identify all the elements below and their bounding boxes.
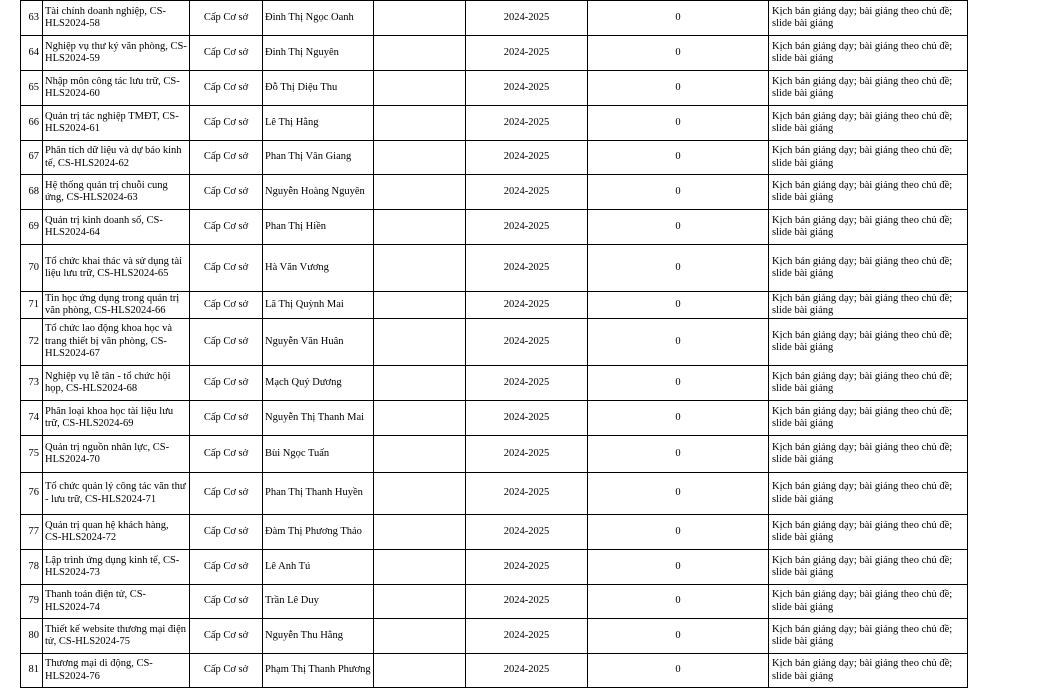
year-cell: 2024-2025 [466,292,588,319]
author-cell: Phạm Thị Thanh Phương [263,654,374,688]
row-number: 64 [21,36,43,71]
row-number: 65 [21,71,43,106]
table-row [21,1,968,36]
row-number: 73 [21,366,43,401]
table-row [21,473,968,515]
topic-name: Quản trị tác nghiệp TMĐT, CS-HLS2024-61 [43,106,190,141]
table-row [21,401,968,436]
note-cell: Kịch bản giảng dạy; bài giảng theo chủ đề; slide bài giảng [769,436,968,473]
author-cell: Phan Thị Thanh Huyền [263,473,374,515]
topic-name: Thanh toán điện tử, CS-HLS2024-74 [43,585,190,619]
author-cell: Bùi Ngọc Tuấn [263,436,374,473]
author-cell: Phan Thị Hiền [263,210,374,245]
year-cell: 2024-2025 [466,550,588,585]
empty-cell [374,401,466,436]
author-cell: Lê Thị Hằng [263,106,374,141]
row-number: 69 [21,210,43,245]
year-cell: 2024-2025 [466,366,588,401]
author-cell: Mạch Quý Dương [263,366,374,401]
topic-name: Quản trị kinh doanh số, CS-HLS2024-64 [43,210,190,245]
topic-name: Quản trị quan hệ khách hàng, CS-HLS2024-72 [43,515,190,550]
row-number: 68 [21,175,43,210]
topic-name: Thiết kế website thương mại điện tử, CS-HLS2024-75 [43,619,190,654]
value-cell: 0 [588,1,769,36]
table-row [21,210,968,245]
row-number: 76 [21,473,43,515]
note-cell: Kịch bản giảng dạy; bài giảng theo chủ đề; slide bài giảng [769,654,968,688]
empty-cell [374,106,466,141]
row-number: 67 [21,141,43,175]
author-cell: Nguyễn Thu Hằng [263,619,374,654]
table-row [21,436,968,473]
value-cell: 0 [588,319,769,366]
table-row [21,654,968,688]
empty-cell [374,619,466,654]
topic-name: Phân loại khoa học tài liệu lưu trữ, CS-HLS2024-69 [43,401,190,436]
row-number: 70 [21,245,43,292]
note-cell: Kịch bản giảng dạy; bài giảng theo chủ đề; slide bài giảng [769,71,968,106]
level-cell: Cấp Cơ sở [190,141,263,175]
empty-cell [374,245,466,292]
row-number: 81 [21,654,43,688]
value-cell: 0 [588,550,769,585]
table-body [21,1,968,688]
empty-cell [374,1,466,36]
row-number: 66 [21,106,43,141]
row-number: 72 [21,319,43,366]
year-cell: 2024-2025 [466,36,588,71]
value-cell: 0 [588,585,769,619]
level-cell: Cấp Cơ sở [190,436,263,473]
table-row [21,515,968,550]
note-cell: Kịch bản giảng dạy; bài giảng theo chủ đề; slide bài giảng [769,175,968,210]
value-cell: 0 [588,654,769,688]
level-cell: Cấp Cơ sở [190,473,263,515]
table-row [21,619,968,654]
table-row [21,106,968,141]
empty-cell [374,654,466,688]
topic-name: Nghiệp vụ lễ tân - tổ chức hội họp, CS-HLS2024-68 [43,366,190,401]
empty-cell [374,436,466,473]
empty-cell [374,175,466,210]
row-number: 63 [21,1,43,36]
note-cell: Kịch bản giảng dạy; bài giảng theo chủ đề; slide bài giảng [769,1,968,36]
empty-cell [374,141,466,175]
row-number: 77 [21,515,43,550]
year-cell: 2024-2025 [466,401,588,436]
author-cell: Hà Văn Vương [263,245,374,292]
note-cell: Kịch bản giảng dạy; bài giảng theo chủ đề; slide bài giảng [769,245,968,292]
author-cell: Đinh Thị Nguyên [263,36,374,71]
empty-cell [374,36,466,71]
empty-cell [374,550,466,585]
level-cell: Cấp Cơ sở [190,292,263,319]
value-cell: 0 [588,141,769,175]
author-cell: Nguyễn Văn Huân [263,319,374,366]
level-cell: Cấp Cơ sở [190,319,263,366]
topic-name: Tài chính doanh nghiệp, CS-HLS2024-58 [43,1,190,36]
empty-cell [374,515,466,550]
value-cell: 0 [588,292,769,319]
table-row [21,550,968,585]
year-cell: 2024-2025 [466,1,588,36]
value-cell: 0 [588,473,769,515]
value-cell: 0 [588,175,769,210]
table-row [21,292,968,319]
note-cell: Kịch bản giảng dạy; bài giảng theo chủ đề; slide bài giảng [769,36,968,71]
level-cell: Cấp Cơ sở [190,210,263,245]
table-row [21,36,968,71]
value-cell: 0 [588,619,769,654]
table-row [21,585,968,619]
level-cell: Cấp Cơ sở [190,36,263,71]
row-number: 71 [21,292,43,319]
row-number: 74 [21,401,43,436]
value-cell: 0 [588,106,769,141]
author-cell: Nguyễn Hoàng Nguyên [263,175,374,210]
author-cell: Phan Thị Vân Giang [263,141,374,175]
year-cell: 2024-2025 [466,585,588,619]
level-cell: Cấp Cơ sở [190,550,263,585]
note-cell: Kịch bản giảng dạy; bài giảng theo chủ đề; slide bài giảng [769,515,968,550]
note-cell: Kịch bản giảng dạy; bài giảng theo chủ đề; slide bài giảng [769,401,968,436]
year-cell: 2024-2025 [466,436,588,473]
year-cell: 2024-2025 [466,473,588,515]
year-cell: 2024-2025 [466,175,588,210]
empty-cell [374,71,466,106]
note-cell: Kịch bản giảng dạy; bài giảng theo chủ đề; slide bài giảng [769,106,968,141]
note-cell: Kịch bản giảng dạy; bài giảng theo chủ đề; slide bài giảng [769,550,968,585]
author-cell: Đinh Thị Ngọc Oanh [263,1,374,36]
author-cell: Đàm Thị Phương Thảo [263,515,374,550]
note-cell: Kịch bản giảng dạy; bài giảng theo chủ đề; slide bài giảng [769,210,968,245]
year-cell: 2024-2025 [466,141,588,175]
year-cell: 2024-2025 [466,71,588,106]
note-cell: Kịch bản giảng dạy; bài giảng theo chủ đề; slide bài giảng [769,366,968,401]
topic-name: Tổ chức lao động khoa học và trang thiết bị văn phòng, CS-HLS2024-67 [43,319,190,366]
row-number: 80 [21,619,43,654]
note-cell: Kịch bản giảng dạy; bài giảng theo chủ đề; slide bài giảng [769,141,968,175]
year-cell: 2024-2025 [466,654,588,688]
topic-name: Thương mại di động, CS-HLS2024-76 [43,654,190,688]
note-cell: Kịch bản giảng dạy; bài giảng theo chủ đề; slide bài giảng [769,319,968,366]
empty-cell [374,319,466,366]
topic-name: Tổ chức khai thác và sử dụng tài liệu lưu trữ, CS-HLS2024-65 [43,245,190,292]
level-cell: Cấp Cơ sở [190,515,263,550]
value-cell: 0 [588,436,769,473]
row-number: 75 [21,436,43,473]
topic-name: Nhập môn công tác lưu trữ, CS-HLS2024-60 [43,71,190,106]
value-cell: 0 [588,401,769,436]
level-cell: Cấp Cơ sở [190,106,263,141]
author-cell: Đỗ Thị Diệu Thu [263,71,374,106]
level-cell: Cấp Cơ sở [190,245,263,292]
empty-cell [374,292,466,319]
table-row [21,141,968,175]
project-table [20,0,968,688]
table-row [21,245,968,292]
value-cell: 0 [588,71,769,106]
empty-cell [374,210,466,245]
year-cell: 2024-2025 [466,515,588,550]
year-cell: 2024-2025 [466,106,588,141]
note-cell: Kịch bản giảng dạy; bài giảng theo chủ đề; slide bài giảng [769,473,968,515]
note-cell: Kịch bản giảng dạy; bài giảng theo chủ đề; slide bài giảng [769,585,968,619]
value-cell: 0 [588,36,769,71]
level-cell: Cấp Cơ sở [190,175,263,210]
empty-cell [374,473,466,515]
level-cell: Cấp Cơ sở [190,401,263,436]
table-row [21,319,968,366]
level-cell: Cấp Cơ sở [190,585,263,619]
row-number: 78 [21,550,43,585]
level-cell: Cấp Cơ sở [190,619,263,654]
topic-name: Phân tích dữ liệu và dự báo kinh tế, CS-HLS2024-62 [43,141,190,175]
level-cell: Cấp Cơ sở [190,71,263,106]
topic-name: Nghiệp vụ thư ký văn phòng, CS-HLS2024-59 [43,36,190,71]
author-cell: Lã Thị Quỳnh Mai [263,292,374,319]
level-cell: Cấp Cơ sở [190,366,263,401]
author-cell: Lê Anh Tú [263,550,374,585]
year-cell: 2024-2025 [466,245,588,292]
table-row [21,366,968,401]
topic-name: Lập trình ứng dụng kinh tế, CS-HLS2024-73 [43,550,190,585]
row-number: 79 [21,585,43,619]
table-row [21,175,968,210]
note-cell: Kịch bản giảng dạy; bài giảng theo chủ đề; slide bài giảng [769,619,968,654]
topic-name: Hệ thống quản trị chuỗi cung ứng, CS-HLS2024-63 [43,175,190,210]
table-row [21,71,968,106]
topic-name: Tổ chức quản lý công tác văn thư - lưu trữ, CS-HLS2024-71 [43,473,190,515]
level-cell: Cấp Cơ sở [190,1,263,36]
value-cell: 0 [588,515,769,550]
year-cell: 2024-2025 [466,210,588,245]
empty-cell [374,366,466,401]
value-cell: 0 [588,245,769,292]
level-cell: Cấp Cơ sở [190,654,263,688]
topic-name: Quản trị nguồn nhân lực, CS-HLS2024-70 [43,436,190,473]
value-cell: 0 [588,366,769,401]
author-cell: Trần Lê Duy [263,585,374,619]
empty-cell [374,585,466,619]
author-cell: Nguyễn Thị Thanh Mai [263,401,374,436]
topic-name: Tin học ứng dụng trong quản trị văn phòng, CS-HLS2024-66 [43,292,190,319]
value-cell: 0 [588,210,769,245]
year-cell: 2024-2025 [466,319,588,366]
year-cell: 2024-2025 [466,619,588,654]
note-cell: Kịch bản giảng dạy; bài giảng theo chủ đề; slide bài giảng [769,292,968,319]
